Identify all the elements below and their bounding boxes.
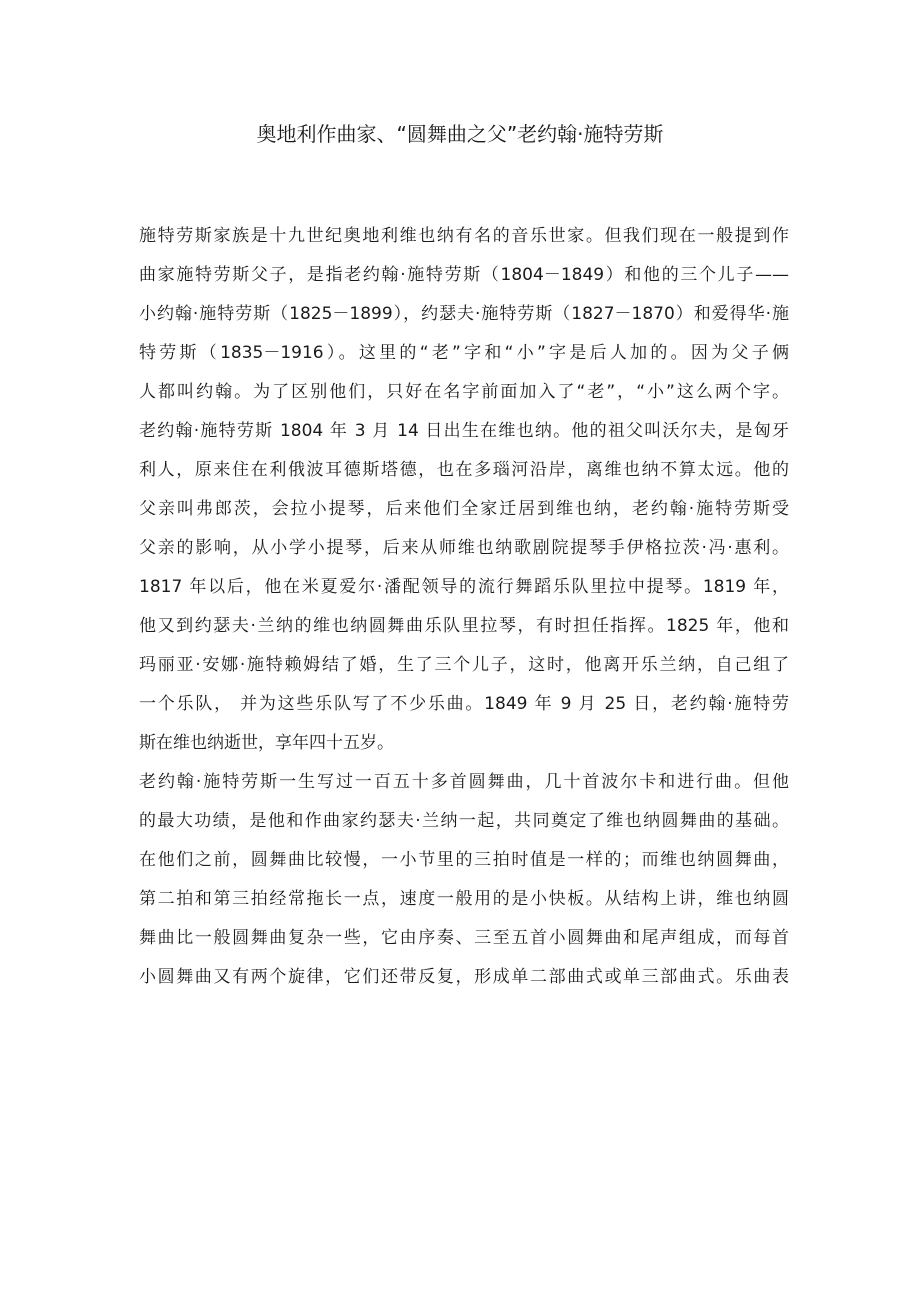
text-line: 小圆舞曲又有两个旋律，它们还带反复，形成单二部曲式或单三部曲式。乐曲表 — [139, 967, 789, 987]
text-line: 父亲叫弗郎茨，会拉小提琴，后来他们全家迁居到维也纳，老约翰·施特劳斯受 — [139, 499, 789, 519]
text-line: 特劳斯（1835－1916）。这里的“老”字和“小”字是后人加的。因为父子俩 — [139, 343, 789, 363]
text-line: 舞曲比一般圆舞曲复杂一些，它由序奏、三至五首小圆舞曲和尾声组成，而每首 — [139, 928, 789, 948]
text-line: 曲家施特劳斯父子，是指老约翰·施特劳斯（1804－1849）和他的三个儿子—— — [139, 265, 789, 285]
text-line: 玛丽亚·安娜·施特赖姆结了婚，生了三个儿子，这时，他离开乐兰纳，自己组了 — [139, 655, 789, 675]
text-line: 第二拍和第三拍经常拖长一点，速度一般用的是小快板。从结构上讲，维也纳圆 — [139, 889, 789, 909]
text-line: 施特劳斯家族是十九世纪奥地利维也纳有名的音乐世家。但我们现在一般提到作 — [139, 226, 789, 246]
document-title: 奥地利作曲家、“圆舞曲之父”老约翰·施特劳斯 — [256, 122, 664, 146]
document-body — [139, 217, 789, 997]
text-line: 老约翰·施特劳斯一生写过一百五十多首圆舞曲，几十首波尔卡和进行曲。但他 — [139, 772, 789, 792]
text-line: 斯在维也纳逝世，享年四十五岁。 — [139, 733, 394, 753]
text-line: 他又到约瑟夫·兰纳的维也纳圆舞曲乐队里拉琴，有时担任指挥。1825 年，他和 — [139, 616, 789, 636]
text-line: 一个乐队， 并为这些乐队写了不少乐曲。1849 年 9 月 25 日，老约翰·施特劳 — [139, 694, 789, 714]
text-line: 人都叫约翰。为了区别他们，只好在名字前面加入了“老”，“小”这么两个字。 — [139, 382, 789, 402]
text-line: 在他们之前，圆舞曲比较慢，一小节里的三拍时值是一样的；而维也纳圆舞曲， — [139, 850, 789, 870]
text-line: 老约翰·施特劳斯 1804 年 3 月 14 日出生在维也纳。他的祖父叫沃尔夫，是匈牙 — [139, 421, 789, 441]
text-line: 的最大功绩，是他和作曲家约瑟夫·兰纳一起，共同奠定了维也纳圆舞曲的基础。 — [139, 811, 789, 831]
text-line: 小约翰·施特劳斯（1825－1899），约瑟夫·施特劳斯（1827－1870）和爱得华·施 — [139, 304, 789, 324]
text-line: 利人，原来住在利俄波耳德斯塔德，也在多瑙河沿岸，离维也纳不算太远。他的 — [139, 460, 789, 480]
text-line: 1817 年以后，他在米夏爱尔·潘配领导的流行舞蹈乐队里拉中提琴。1819 年， — [139, 577, 789, 597]
text-line: 父亲的影响，从小学小提琴，后来从师维也纳歌剧院提琴手伊格拉茨·冯·惠利。 — [139, 538, 789, 558]
